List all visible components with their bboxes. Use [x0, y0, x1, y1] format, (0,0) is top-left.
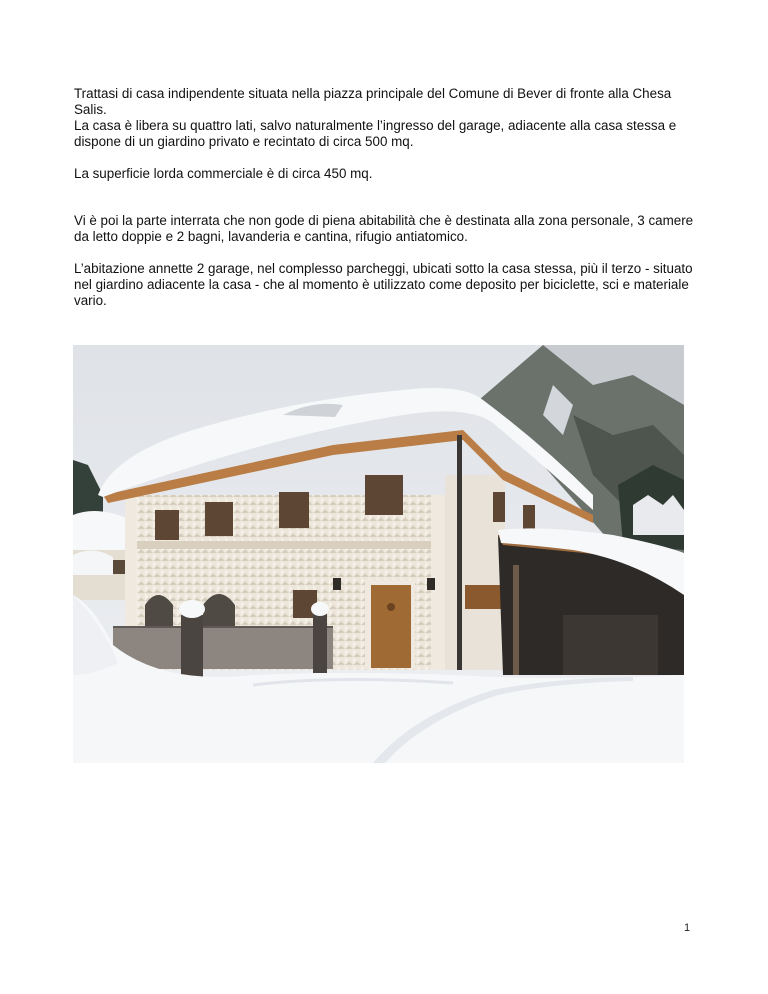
page-number: 1	[684, 922, 691, 934]
entrance-door	[371, 585, 411, 668]
body-text	[74, 86, 694, 309]
paragraph-1a: Trattasi di casa indipendente situata nella piazza principale del Comune di Bever di fronte alla Chesa Salis.	[74, 86, 672, 117]
paragraph-2: La superficie lorda commerciale è di circa 450 mq.	[74, 166, 373, 181]
drainpipe	[457, 435, 462, 670]
paragraph-3: Vi è poi la parte interrata che non gode di piena abitabilità che è destinata alla zona personale, 3 camere da letto doppie e 2 bagni, lavanderia e cantina, rifugio antiatomico.	[74, 213, 694, 244]
paragraph-4: L’abitazione annette 2 garage, nel complesso parcheggi, ubicati sotto la casa stessa, più il terzo - situato nel giardino adiacente la casa - che al momento è utilizzato come deposito per biciclette, sci e materiale vario.	[74, 261, 693, 308]
house-photo	[73, 345, 684, 763]
paragraph-1b: La casa è libera su quattro lati, salvo naturalmente l’ingresso del garage, adiacente alla casa stessa e dispone di un giardino privato e recintato di circa 500 mq.	[74, 118, 677, 149]
house-photo-illustration	[73, 345, 684, 763]
